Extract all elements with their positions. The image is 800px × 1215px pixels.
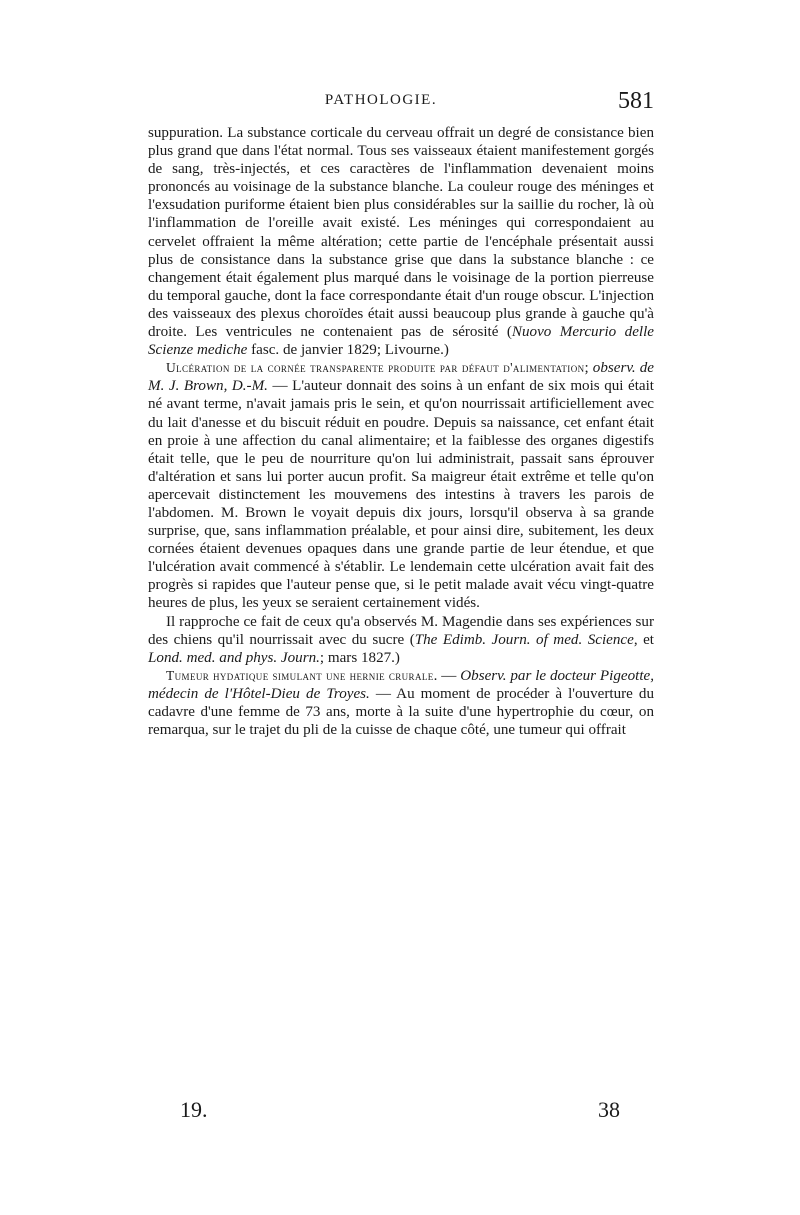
conjunction: , et [633,631,654,648]
paragraph-text: — L'auteur donnait des soins à un enfant de six mois qui était né avant terme, n'avait jamais pris le sein, et qu'on nourrissait artificiellement avec du lait d'anesse et du biscuit réduit en poudre. Depuis sa naissance, cet enfant était en proie à une affection du canal alimentaire; et la faiblesse des organes digestifs était telle, que le peu de nourriture qu'on lui administrait, passait sans éprouver d'altération et sans lui porter aucun profit. Sa maigreur était extrême et telle qu'on apercevait distinctement les mouvemens des intestins à travers les parois de l'abdomen. M. Brown le voyait depuis dix jours, lorsqu'il observa à sa grande surprise, que, sans inflammation préalable, et pour ainsi dire, subitement, les deux cornées étaient devenues opaques dans une grande partie de leur étendue, et que l'ulcération avait commencé à s'établir. Le lendemain cette ulcération avait fait des progrès si rapides que l'auteur pense que, si le petit malade avait vécu vingt-quatre heures de plus, les yeux se seraient certainement vidés. [148,378,655,612]
paragraph-text: — Au moment de procéder à l'ouverture du cadavre d'une femme de 73 ans, morte à la suite d'une hypertrophie du cœur, on remarqua, sur le trajet du pli de la cuisse de chaque côté, une tumeur qui offrait [148,685,654,739]
paragraph-meninges [148,124,654,359]
observation-credit: observ. de M. J. Brown, D.-M. [148,360,655,395]
separator: . — [433,667,461,684]
observation-credit: Observ. par le docteur Pigeotte, médecin de l'Hôtel-Dieu de Troyes. [148,667,654,702]
body-text [148,124,654,739]
separator: ; [584,360,593,377]
page-footer [180,1097,620,1129]
paragraph-tumeur [148,667,654,739]
paragraph-ulceration [148,359,654,612]
citation: Nuovo Mercurio delle Scienze mediche [148,324,654,359]
page-header [148,88,654,118]
section-heading: Ulcération de la cornée transparente produite par défaut d'alimentation [166,360,585,376]
citation-details: ; mars 1827.) [319,649,400,666]
citation-details: fasc. de janvier 1829; Livourne.) [247,342,449,359]
running-head: PATHOLOGIE. [324,92,438,108]
section-heading: Tumeur hydatique simulant une hernie crurale [166,667,434,683]
page-number: 581 [618,88,654,114]
signature-mark: 19. [180,1097,208,1122]
paragraph-magendie [148,613,654,667]
paragraph-text: Il rapproche ce fait de ceux qu'a observés M. Magendie dans ses expériences sur des chiens qu'il nourrissait avec du sucre ( [148,613,654,648]
citation: Lond. med. and phys. Journ. [148,649,320,666]
citation: The Edimb. Journ. of med. Science [414,631,634,648]
paragraph-text: suppuration. La substance corticale du cerveau offrait un degré de consistance bien plus grand que dans l'état normal. Tous ses vaisseaux étaient manifestement gorgés de sang, très-injectés, et ces caractères de l'inflammation devenaient moins prononcés au voisinage de la substance blanche. La couleur rouge des méninges et l'exsudation puriforme étaient bien plus considérables sur la saillie du rocher, là où l'inflammation de l'oreille avait existé. Les méninges qui correspondaient au cervelet offraient la même altération; cette partie de l'encéphale présentait aussi plus de consistance dans la substance grise que dans la substance blanche : ce changement était également plus marqué dans le voisinage de la portion pierreuse du temporal gauche, dont la face correspondante était d'un rouge obscur. L'injection des vaisseaux des plexus choroïdes était aussi beaucoup plus grande à gauche qu'à droite. Les ventricules ne contenaient pas de sérosité ( [148,125,654,341]
gathering-number: 38 [598,1097,620,1122]
